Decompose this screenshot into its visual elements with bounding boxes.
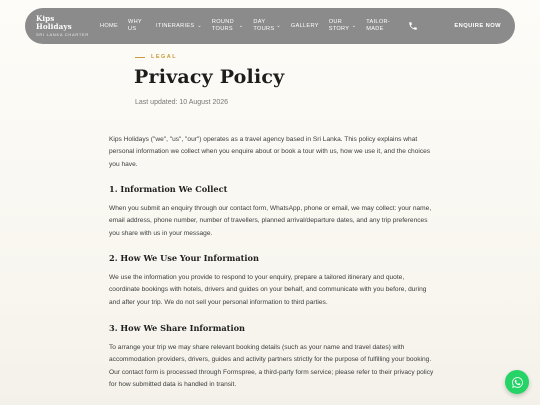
brand-tagline: SRI LANKA CHARTER: [36, 32, 89, 37]
chevron-down-icon: ⌄: [351, 22, 357, 29]
nav-gallery[interactable]: [291, 23, 319, 30]
section-heading-collect: 1. Information We Collect: [109, 184, 228, 194]
nav-round-tours[interactable]: [212, 19, 244, 32]
nav-why-us[interactable]: [128, 19, 146, 32]
whatsapp-button[interactable]: [505, 370, 529, 394]
section-body-use: We use the information you provide to respond to your enquiry, prepare a tailored itinerary and quote, coordinate bookings with hotels, drivers and guides on your behalf, and communicate with you before, during and after your trip. We do not sell your personal information to third parties.: [109, 274, 427, 306]
nav-our-story[interactable]: [329, 19, 357, 32]
section-eyebrow: [135, 54, 177, 60]
nav-itineraries[interactable]: [156, 23, 202, 30]
nav-tailor-made[interactable]: [366, 19, 390, 32]
nav-round-tours-label: ROUND TOURS: [211, 19, 234, 32]
nav-itineraries-label: ITINERARIES: [155, 22, 195, 29]
chevron-down-icon: ⌄: [238, 22, 244, 29]
nav-tailor-made-label: TAILOR-MADE: [366, 19, 390, 32]
section-heading-use: 2. How We Use Your Information: [109, 253, 259, 263]
nav-our-story-label: OUR STORY: [328, 19, 350, 32]
section-body-collect: When you submit an enquiry through our contact form, WhatsApp, phone or email, we may collect: your name, email address, phone number, number of travellers, planned arrival/departure dates, and any trip preferences you share with us in your message.: [109, 205, 432, 237]
eyebrow-label: LEGAL: [151, 54, 178, 60]
nav-gallery-label: GALLERY: [290, 22, 319, 29]
main-nav: [25, 8, 515, 44]
chevron-down-icon: ⌄: [276, 22, 281, 29]
whatsapp-icon: [511, 376, 524, 389]
nav-day-tours[interactable]: [253, 19, 281, 32]
nav-links: [100, 19, 400, 32]
brand-name: Kips Holidays: [36, 14, 72, 31]
chevron-down-icon: ⌄: [197, 22, 202, 29]
nav-home-label: HOME: [100, 22, 118, 29]
nav-home[interactable]: [100, 23, 118, 30]
nav-why-us-label: WHY US: [127, 19, 142, 32]
section-heading-share: 3. How We Share Information: [109, 323, 245, 333]
eyebrow-line: [135, 57, 145, 58]
nav-day-tours-label: DAY TOURS: [253, 19, 275, 32]
intro-paragraph: Kips Holidays ("we", "us", "our") operates as a travel agency based in Sri Lanka. This policy explains what personal information we collect when you enquire about or book a tour with us, how we use it, and the choices you have.: [109, 136, 431, 168]
page-title: Privacy Policy: [134, 66, 285, 88]
section-body-share: To arrange your trip we may share relevant booking details (such as your name and travel dates) with accommodation providers, drivers, guides and activity partners strictly for the purpose of fulfilling your booking. Our contact form is processed through Formspree, a third-party form service; please refer to their privacy policy for how submitted data is handled in transit.: [109, 344, 434, 388]
phone-icon[interactable]: [408, 21, 418, 31]
last-updated: Last updated: 10 August 2026: [135, 99, 229, 106]
enquire-now-button[interactable]: ENQUIRE NOW: [454, 23, 501, 29]
brand-logo[interactable]: [36, 15, 92, 37]
